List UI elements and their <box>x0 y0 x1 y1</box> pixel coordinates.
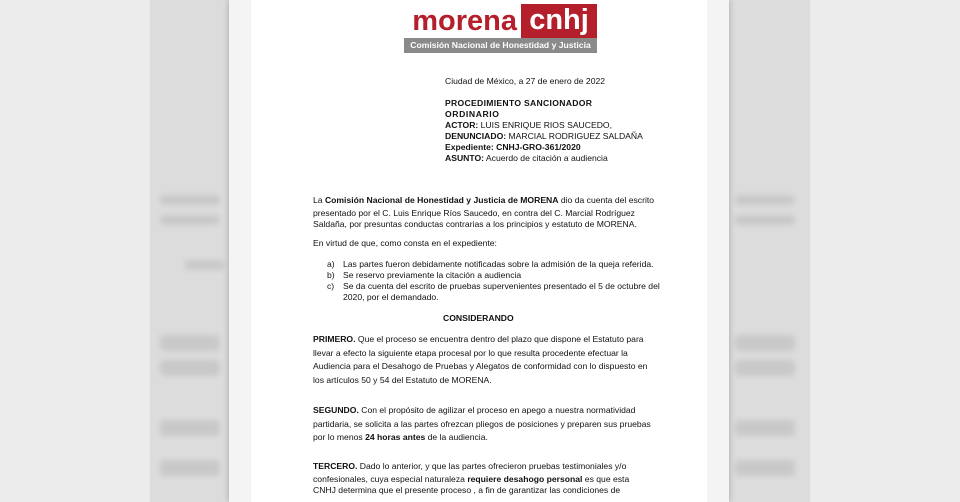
segundo-line1-text: Con el propósito de agilizar el proceso en apego a nuestra normatividad <box>358 405 636 415</box>
background-right-margin <box>810 0 960 502</box>
expediente-label: Expediente <box>445 142 491 152</box>
expediente-line <box>445 142 581 153</box>
virtud-line: En virtud de que, como consta en el expediente: <box>313 238 497 248</box>
denunciado-label: DENUNCIADO: <box>445 131 507 141</box>
actor-value: LUIS ENRIQUE RIOS SAUCEDO, <box>478 120 612 130</box>
blur-stroke <box>160 360 220 376</box>
list-item-c-cont <box>327 292 439 303</box>
segundo-line3-bold: 24 horas antes <box>365 432 426 443</box>
blur-stroke <box>735 195 795 205</box>
document-page <box>229 0 729 502</box>
list-label: a) <box>327 259 335 269</box>
actor-label: ACTOR: <box>445 120 479 130</box>
list-item-b <box>327 270 521 281</box>
tercero-line2 <box>313 474 669 485</box>
segundo-line2: partidaria, se solicita a las partes ofrezcan pliegos de posiciones y preparen sus pruebas <box>313 418 651 429</box>
denunciado-value: MARCIAL RODRIGUEZ SALDAÑA <box>506 131 643 141</box>
blur-stroke <box>735 335 795 351</box>
blur-stroke <box>160 335 220 351</box>
place-date: Ciudad de México, a 27 de enero de 2022 <box>445 76 606 86</box>
primero-paragraph <box>313 333 669 388</box>
segundo-line3 <box>313 431 669 445</box>
tercero-line2-pre: confesionales, cuya especial naturaleza <box>313 473 468 484</box>
tercero-line1 <box>313 460 669 474</box>
primero-line2: llevar a efecto la siguiente etapa procesal por lo que resulta procedente efectuar la <box>313 347 628 358</box>
tercero-paragraph <box>313 460 669 496</box>
intro-line1-bold: Comisión Nacional de Honestidad y Justicia de MORENA <box>324 195 559 205</box>
expediente-value: : CNHJ-GRO-361/2020 <box>490 142 581 152</box>
primero-line3: Audiencia para el Desahogo de Pruebas y Alegatos de conformidad con lo dispuesto en <box>313 361 648 372</box>
segundo-line1 <box>313 404 669 418</box>
segundo-line3-pre: por lo menos <box>313 432 366 443</box>
primero-line4: los artículos 50 y 54 del Estatuto de MORENA. <box>313 375 492 386</box>
tercero-line1-text: Dado lo anterior, y que las partes ofrecieron pruebas testimoniales y/o <box>357 461 627 471</box>
tercero-label: TERCERO. <box>313 461 358 471</box>
tercero-line2-bold: requiere desahogo personal <box>467 473 583 484</box>
denunciado-line <box>445 131 643 142</box>
procedure-line2: ORDINARIO <box>445 109 500 119</box>
primero-line1-text: Que el proceso se encuentra dentro del plazo que dispone el Estatuto para <box>355 334 644 344</box>
blur-stroke <box>160 195 220 205</box>
intro-line1 <box>313 194 669 208</box>
list-label: b) <box>327 270 335 280</box>
actor-line <box>445 120 612 131</box>
intro-line2: presentado por el C. Luis Enrique Ríos Saucedo, en contra del C. Marcial Rodríguez <box>313 207 635 218</box>
blur-stroke <box>735 360 795 376</box>
blur-stroke <box>735 460 795 476</box>
blur-stroke <box>735 420 795 436</box>
segundo-line3-post: de la audiencia. <box>425 432 488 443</box>
cnhj-logo <box>404 4 597 55</box>
tercero-line3: CNHJ determina que el presente proceso , a fin de garantizar las condiciones de <box>313 484 621 495</box>
document-sheet <box>251 0 707 502</box>
list-text: Se reservo previamente la citación a audiencia <box>343 270 522 280</box>
blur-stroke <box>185 260 225 270</box>
logo-cnhj-text: cnhj <box>521 4 597 38</box>
list-text: Las partes fueron debidamente notificadas sobre la admisión de la queja referida. <box>343 259 654 269</box>
list-item-c <box>327 281 660 292</box>
asunto-value: Acuerdo de citación a audiencia <box>484 153 608 163</box>
list-text: Se da cuenta del escrito de pruebas supervenientes presentado el 5 de octubre del <box>343 281 660 291</box>
segundo-label: SEGUNDO. <box>313 405 359 415</box>
blur-stroke <box>160 460 220 476</box>
list-text: 2020, por el demandado. <box>343 292 439 302</box>
list-item-a <box>327 259 654 270</box>
intro-paragraph <box>313 194 669 230</box>
intro-line1-pre: La <box>313 195 325 205</box>
blur-stroke <box>160 215 220 225</box>
blur-stroke <box>160 420 220 436</box>
segundo-paragraph <box>313 404 669 445</box>
asunto-label: ASUNTO: <box>445 153 484 163</box>
considerando-heading: CONSIDERANDO <box>443 313 514 323</box>
background-left-margin <box>0 0 150 502</box>
tercero-line2-post: es que esta <box>582 473 630 484</box>
list-label: c) <box>327 281 335 291</box>
blur-stroke <box>735 215 795 225</box>
logo-morena-text: morena <box>404 4 521 38</box>
primero-line1 <box>313 333 669 347</box>
procedure-line1: PROCEDIMIENTO SANCIONADOR <box>445 98 593 108</box>
logo-subtitle: Comisión Nacional de Honestidad y Justicia <box>404 38 597 53</box>
primero-label: PRIMERO. <box>313 334 356 344</box>
asunto-line <box>445 153 608 164</box>
intro-line1-post: dio da cuenta del escrito <box>558 195 655 205</box>
intro-line3: Saldaña, por presuntas conductas contrarias a los principios y estatuto de MORENA. <box>313 218 637 229</box>
